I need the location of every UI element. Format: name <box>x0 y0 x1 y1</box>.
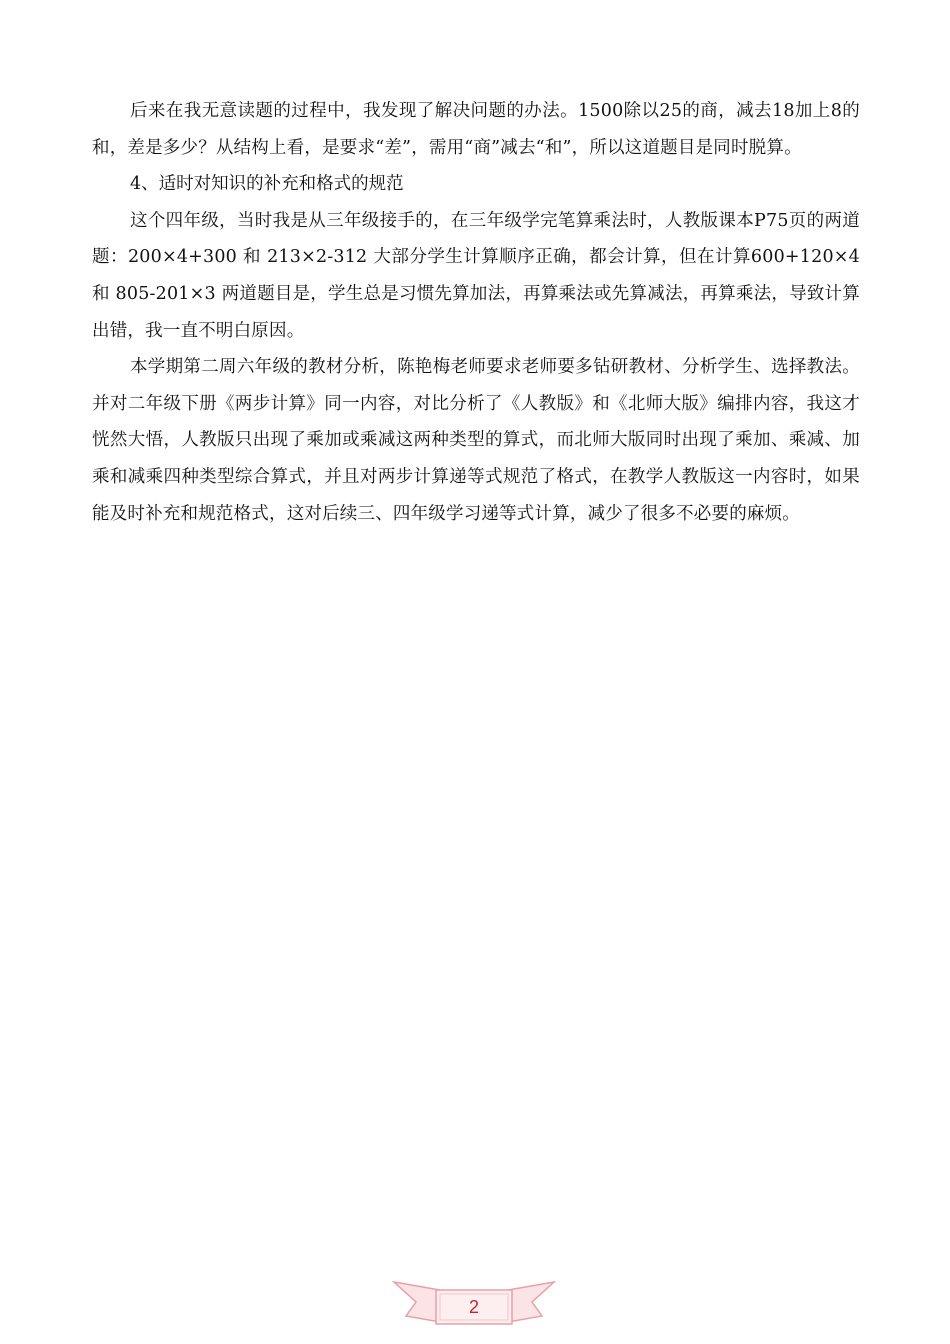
document-body <box>92 93 860 532</box>
page-number: 2 <box>468 1297 479 1317</box>
page-number-badge <box>388 1272 560 1332</box>
paragraph-grade-four: 这个四年级，当时我是从三年级接手的，在三年级学完笔算乘法时，人教版课本P75页的两道题：200×4+300 和 213×2-312 大部分学生计算顺序正确，都会计算，但在计算600+120×4 和 805-201×3 两道题目是，学生总是习惯先算加法，再算乘法或先算减法，再算乘法，导致计算出错，我一直不明白原因。 <box>92 210 860 341</box>
paragraph-textbook-analysis: 本学期第二周六年级的教材分析，陈艳梅老师要求老师要多钻研教材、分析学生、选择教法。并对二年级下册《两步计算》同一内容，对比分析了《人教版》和《北师大版》编排内容，我这才恍然大悟，人教版只出现了乘加或乘减这两种类型的算式，而北师大版同时出现了乘加、乘减、加乘和减乘四种类型综合算式，并且对两步计算递等式规范了格式，在教学人教版这一内容时，如果能及时补充和规范格式，这对后续三、四年级学习递等式计算，减少了很多不必要的麻烦。 <box>92 357 860 524</box>
section-heading: 4、适时对知识的补充和格式的规范 <box>130 174 404 195</box>
paragraph-solution: 后来在我无意读题的过程中，我发现了解决问题的办法。1500除以25的商，减去18加上8的和，差是多少？从结构上看，是要求“差”，需用“商”减去“和”，所以这道题目是同时脱算。 <box>92 101 860 158</box>
